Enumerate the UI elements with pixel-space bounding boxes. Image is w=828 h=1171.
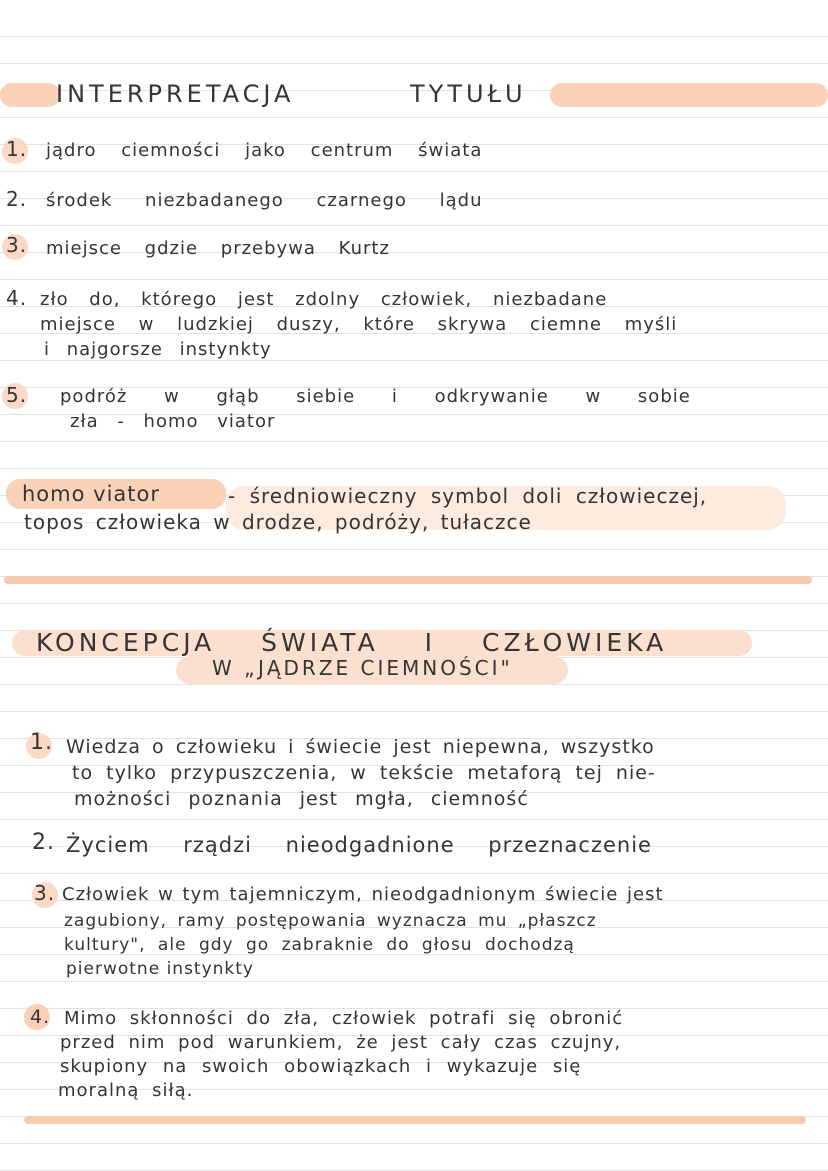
list-item-number: 1. xyxy=(6,137,28,161)
list-item: miejsce gdzie przebywa Kurtz xyxy=(46,238,390,259)
list-item-number: 2. xyxy=(32,830,55,855)
list-item-continuation: kultury", ale gdy go zabraknie do głosu dochodzą xyxy=(64,935,575,955)
list-item-continuation: i najgorsze instynkty xyxy=(44,339,272,360)
list-item: zło do, którego jest zdolny człowiek, niezbadane xyxy=(40,289,608,310)
bottom-divider xyxy=(24,1116,806,1124)
section2-subtitle: W „JĄDRZE CIEMNOŚCI" xyxy=(212,656,513,680)
list-item-continuation: to tylko przypuszczenia, w tekście metaforą tej nie- xyxy=(72,762,656,784)
section2-title: KONCEPCJA ŚWIATA I CZŁOWIEKA xyxy=(36,628,668,657)
list-item-continuation: skupiony na swoich obowiązkach i wykazuje się xyxy=(60,1056,582,1077)
list-item-number: 3. xyxy=(6,233,28,257)
section1-title-left: INTERPRETACJA xyxy=(56,80,295,108)
list-item-number: 2. xyxy=(6,187,28,211)
definition-text: topos człowieka w drodze, podróży, tułaczce xyxy=(24,510,532,534)
list-item-continuation: możności poznania jest mgła, ciemność xyxy=(74,788,529,810)
list-item-continuation: miejsce w ludzkiej duszy, które skrywa ciemne myśli xyxy=(40,314,678,335)
list-item-number: 1. xyxy=(30,730,53,755)
list-item-number: 4. xyxy=(6,286,28,310)
list-item: środek niezbadanego czarnego lądu xyxy=(46,190,483,211)
list-item-number: 5. xyxy=(6,383,28,407)
section-divider xyxy=(4,576,812,584)
list-item: Wiedza o człowieku i świecie jest niepewna, wszystko xyxy=(66,736,655,758)
list-item-continuation: moralną siłą. xyxy=(58,1080,194,1101)
list-item: podróż w głąb siebie i odkrywanie w sobie xyxy=(60,386,691,407)
list-item-number: 3. xyxy=(34,881,56,905)
list-item-continuation: przed nim pod warunkiem, że jest cały czas czujny, xyxy=(60,1032,622,1053)
title-highlight-right xyxy=(550,83,828,107)
list-item-continuation: zagubiony, ramy postępowania wyznacza mu „płaszcz xyxy=(64,911,597,931)
list-item: Mimo skłonności do zła, człowiek potrafi się obronić xyxy=(64,1008,624,1029)
list-item: Życiem rządzi nieodgadnione przeznaczenie xyxy=(66,833,652,857)
list-item-continuation: pierwotne instynkty xyxy=(66,959,254,979)
list-item: jądro ciemności jako centrum świata xyxy=(46,140,483,161)
list-item-number: 4. xyxy=(30,1006,51,1028)
title-highlight-left xyxy=(0,83,60,107)
section1-title-right: TYTUŁU xyxy=(410,80,527,108)
definition-term: homo viator xyxy=(22,482,160,506)
list-item-continuation: zła - homo viator xyxy=(70,411,276,432)
definition-text: - średniowieczny symbol doli człowieczej, xyxy=(228,484,708,508)
list-item: Człowiek w tym tajemniczym, nieodgadnionym świecie jest xyxy=(62,884,664,905)
